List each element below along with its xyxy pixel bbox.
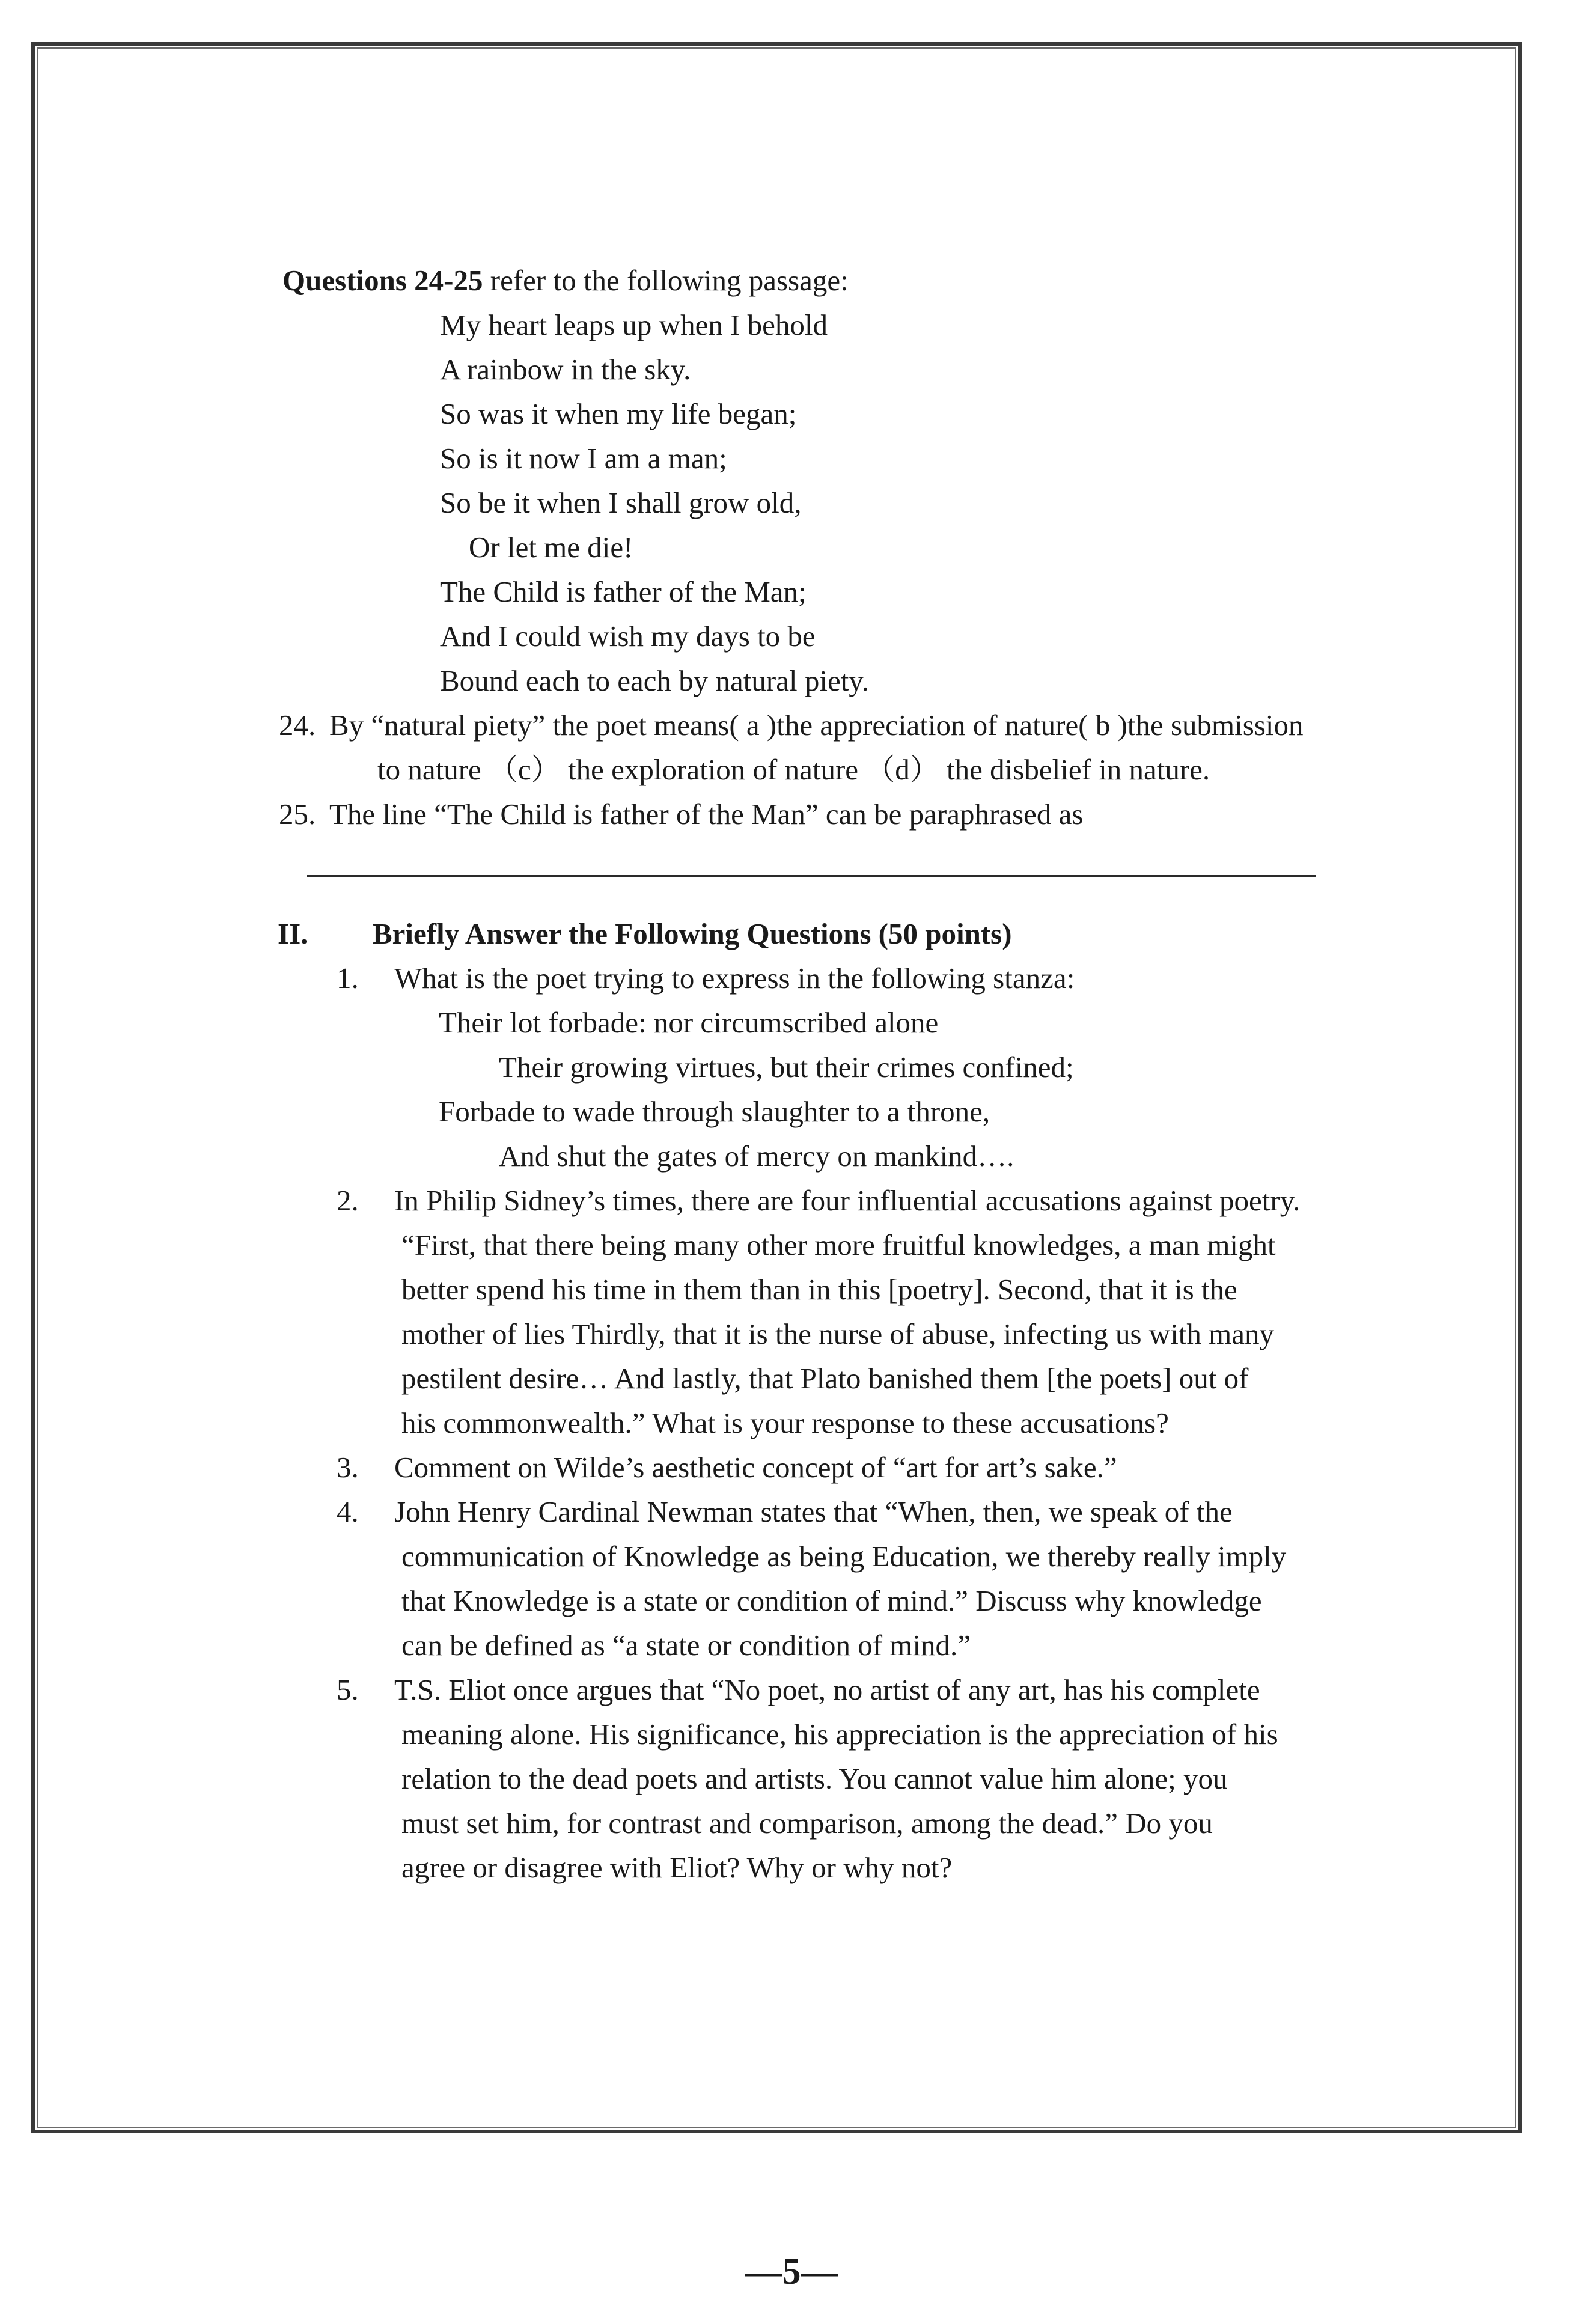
answer-blank-line (307, 875, 1316, 877)
question-number: 5. (337, 1673, 359, 1706)
section-title: Briefly Answer the Following Questions (50 points) (373, 917, 1012, 950)
question-number: 24. (279, 709, 316, 742)
poem-line: So is it now I am a man; (440, 442, 727, 475)
question-text: The line “The Child is father of the Man” can be paraphrased as (329, 798, 1084, 831)
poem-line: The Child is father of the Man; (440, 575, 807, 608)
question-text: communication of Knowledge as being Education, we thereby really imply (401, 1540, 1287, 1573)
stanza-quote (282, 1001, 1334, 1179)
question-text: that Knowledge is a state or condition of mind.” Discuss why knowledge (401, 1584, 1262, 1617)
short-answer-question-4 (282, 1490, 1334, 1668)
stanza-line: And shut the gates of mercy on mankind…. (499, 1139, 1014, 1173)
poem-line: Or let me die! (469, 531, 633, 564)
question-24 (279, 703, 1334, 792)
poem-passage (282, 303, 1334, 703)
poem-line: And I could wish my days to be (440, 620, 816, 653)
stanza-line: Their growing virtues, but their crimes confined; (499, 1051, 1074, 1084)
question-text: must set him, for contrast and comparison, among the dead.” Do you (401, 1807, 1213, 1840)
question-text: meaning alone. His significance, his appreciation is the appreciation of his (401, 1718, 1278, 1751)
question-text: Comment on Wilde’s aesthetic concept of “art for art’s sake.” (394, 1451, 1117, 1484)
passage-intro (282, 258, 1334, 303)
question-text: pestilent desire… And lastly, that Plato banished them [the poets] out of (401, 1362, 1249, 1395)
short-answer-question-5 (282, 1668, 1334, 1890)
questions-range-label: Questions 24-25 (282, 264, 483, 297)
question-text: agree or disagree with Eliot? Why or why not? (401, 1851, 953, 1884)
poem-line: So was it when my life began; (440, 397, 797, 430)
question-number: 4. (337, 1495, 359, 1528)
question-text: mother of lies Thirdly, that it is the nurse of abuse, infecting us with many (401, 1317, 1275, 1350)
question-text: can be defined as “a state or condition of mind.” (401, 1629, 971, 1662)
poem-line: So be it when I shall grow old, (440, 486, 802, 519)
short-answer-question-3 (282, 1445, 1334, 1490)
question-text: T.S. Eliot once argues that “No poet, no artist of any art, has his complete (394, 1673, 1260, 1706)
question-text: John Henry Cardinal Newman states that “When, then, we speak of the (394, 1495, 1233, 1528)
question-text: “First, that there being many other more fruitful knowledges, a man might (401, 1228, 1276, 1261)
question-25 (279, 792, 1334, 837)
question-number: 1. (337, 962, 359, 995)
short-answer-question-2 (282, 1179, 1334, 1445)
stanza-line: Their lot forbade: nor circumscribed alone (439, 1006, 939, 1039)
question-text: better spend his time in them than in this [poetry]. Second, that it is the (401, 1273, 1237, 1306)
section-heading (278, 912, 1334, 956)
question-text: his commonwealth.” What is your response to these accusations? (401, 1406, 1169, 1439)
question-number: 25. (279, 798, 316, 831)
poem-line: Bound each to each by natural piety. (440, 664, 869, 697)
passage-intro-text: refer to the following passage: (483, 264, 849, 297)
question-number: 2. (337, 1184, 359, 1217)
question-text: In Philip Sidney’s times, there are four influential accusations against poetry. (394, 1184, 1301, 1217)
question-text: What is the poet trying to express in the following stanza: (394, 962, 1075, 995)
poem-line: My heart leaps up when I behold (440, 308, 828, 341)
short-answer-question-1 (282, 956, 1334, 1001)
question-text: to nature （c） the exploration of nature （d） the disbelief in nature. (377, 753, 1210, 786)
question-number: 3. (337, 1451, 359, 1484)
poem-line: A rainbow in the sky. (440, 353, 691, 386)
question-text: By “natural piety” the poet means( a )the appreciation of nature( b )the submission (329, 709, 1304, 742)
section-number: II. (278, 917, 308, 950)
stanza-line: Forbade to wade through slaughter to a throne, (439, 1095, 990, 1128)
page-number: —5— (745, 2251, 838, 2292)
question-text: relation to the dead poets and artists. You cannot value him alone; you (401, 1762, 1228, 1795)
exam-content (278, 258, 1334, 1890)
